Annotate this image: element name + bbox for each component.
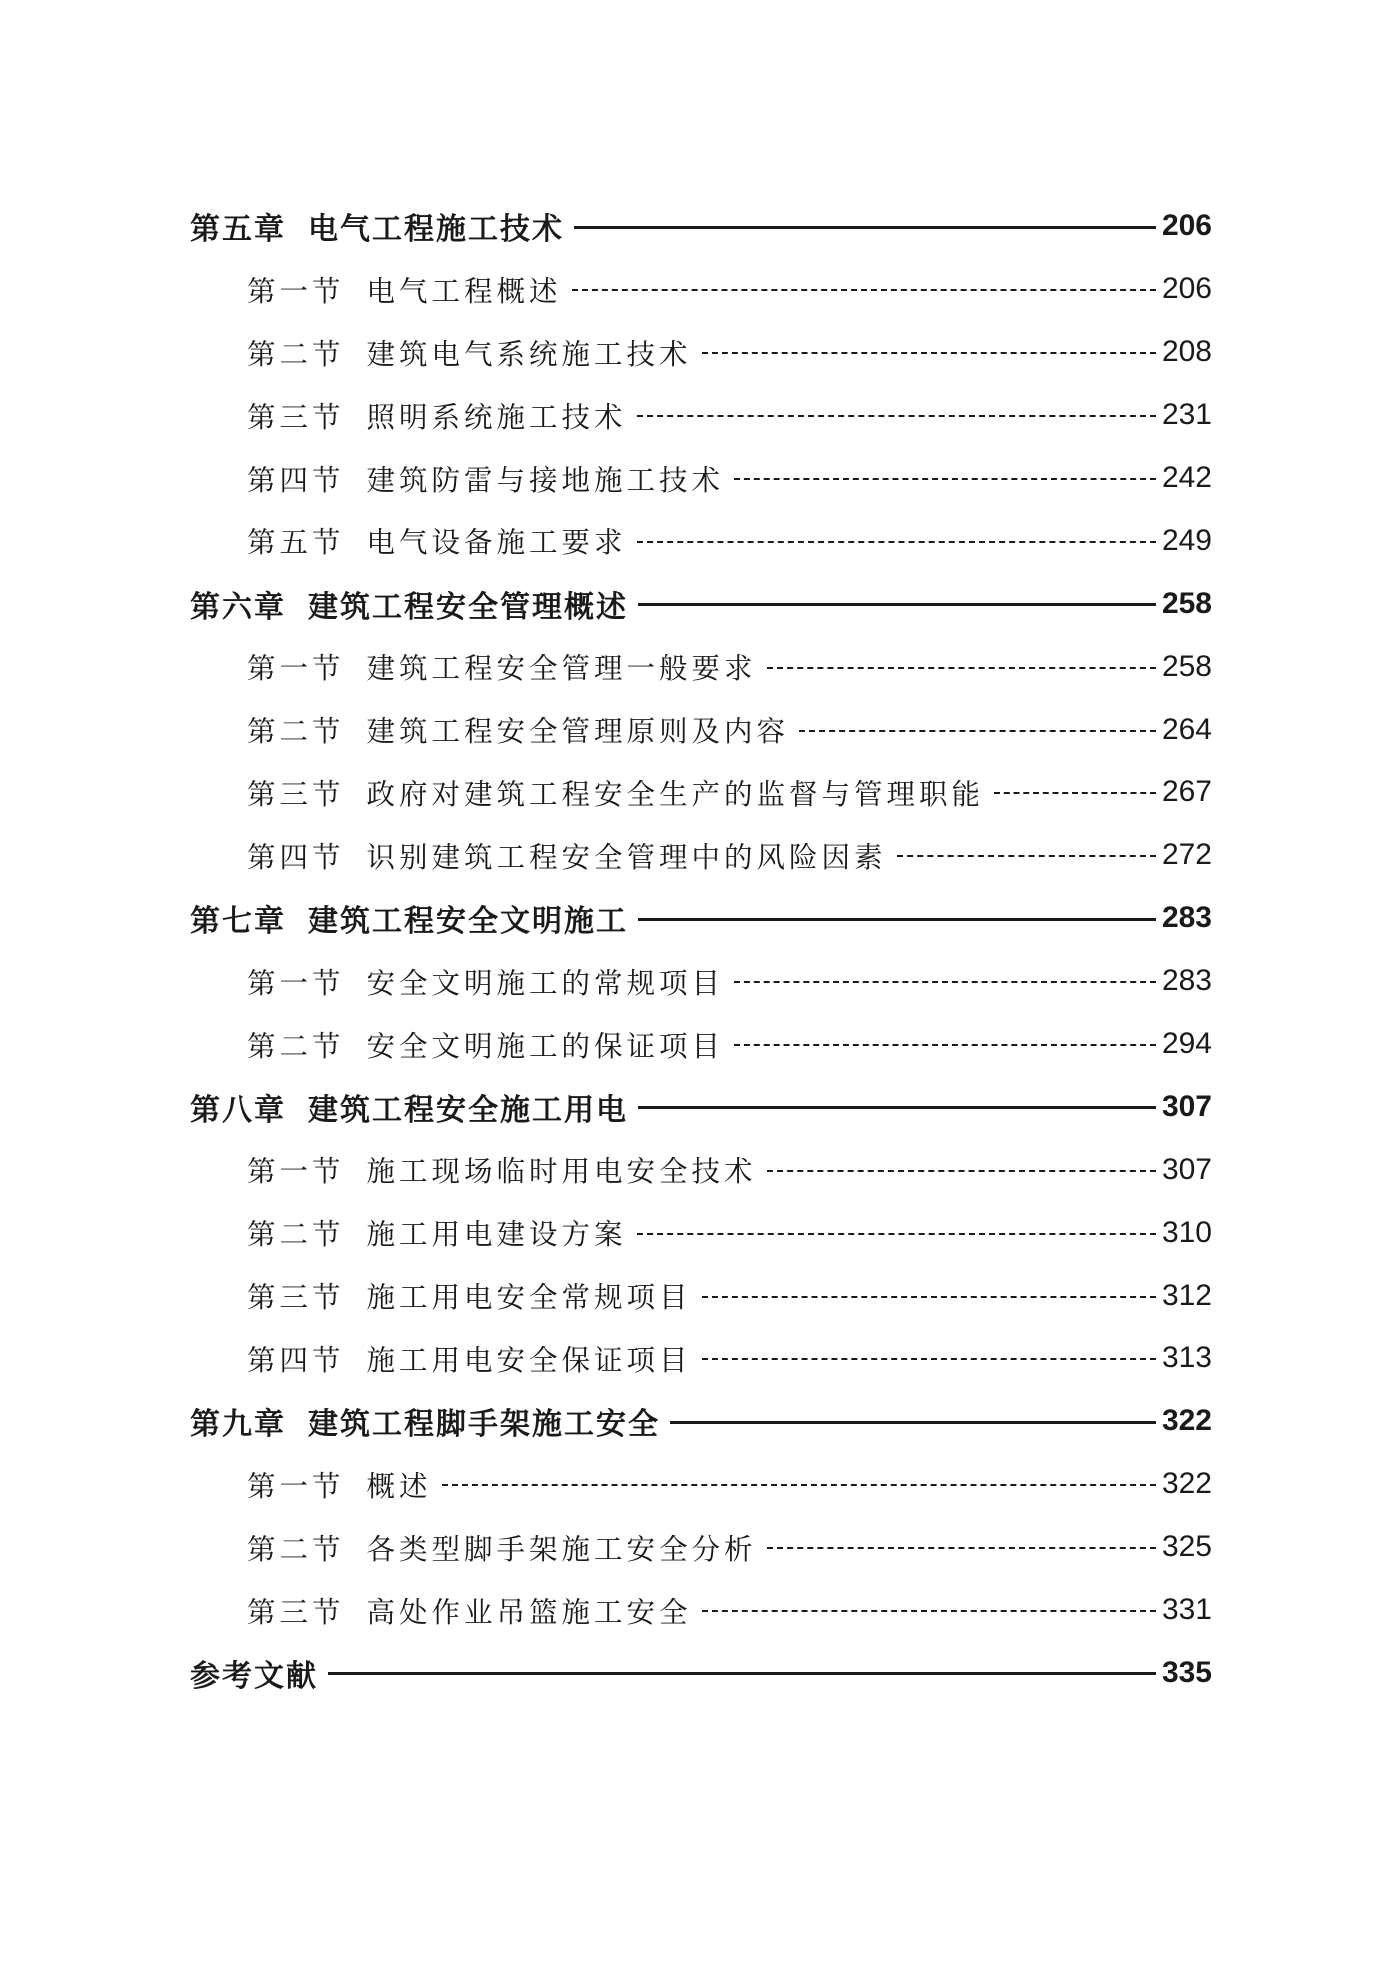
toc-entry-number: 第四节 [247, 1343, 345, 1377]
toc-entry-number: 第五节 [247, 526, 345, 560]
toc-entry-label [190, 1399, 660, 1443]
toc-page-number: 242 [1161, 461, 1212, 494]
toc-entry-label [247, 1590, 692, 1631]
toc-entry-title: 建筑工程安全文明施工 [308, 904, 628, 940]
toc-leader-line [638, 1106, 1156, 1109]
toc-entry-label [247, 458, 724, 499]
toc-page-number: 231 [1161, 398, 1212, 432]
toc-entry-label [247, 332, 692, 373]
toc-leader-line [328, 1672, 1156, 1675]
toc-leader-line [572, 289, 1156, 291]
toc-entry-title: 概述 [366, 1469, 432, 1503]
toc-entry-number: 第五章 [190, 212, 286, 248]
toc-page-number: 267 [1161, 775, 1212, 809]
toc-entry-number: 第三节 [247, 777, 345, 811]
toc-entry-title: 电气工程施工技术 [308, 212, 564, 248]
toc-section-entry[interactable] [190, 258, 1212, 321]
toc-page-number: 208 [1161, 335, 1212, 369]
toc-entry-number: 第四节 [247, 840, 345, 874]
toc-leader-line [574, 226, 1156, 229]
toc-section-entry[interactable] [190, 1453, 1212, 1516]
toc-entry-label [247, 772, 984, 813]
toc-page-number: 272 [1161, 838, 1212, 872]
toc-entry-title: 电气设备施工要求 [366, 526, 627, 560]
toc-section-entry[interactable] [190, 321, 1212, 384]
toc-page-number: 322 [1161, 1404, 1212, 1438]
toc-page-number: 312 [1161, 1278, 1212, 1312]
toc-leader-line [442, 1484, 1156, 1486]
toc-leader-line [767, 1170, 1156, 1172]
toc-section-entry[interactable] [190, 1327, 1212, 1390]
toc-leader-line [702, 352, 1156, 354]
toc-entry-title: 照明系统施工技术 [366, 400, 627, 434]
toc-page-number: 206 [1161, 272, 1212, 306]
toc-entry-label [247, 520, 627, 561]
toc-leader-line [637, 1233, 1156, 1235]
toc-entry-number: 第一节 [247, 652, 345, 686]
toc-leader-line [734, 1044, 1156, 1046]
toc-entry-title: 建筑工程脚手架施工安全 [308, 1407, 660, 1443]
toc-section-entry[interactable] [190, 635, 1212, 698]
toc-section-entry[interactable] [190, 950, 1212, 1013]
toc-leader-line [767, 667, 1156, 669]
toc-section-entry[interactable] [190, 824, 1212, 887]
toc-entry-title: 安全文明施工的保证项目 [366, 1029, 725, 1063]
toc-entry-number: 第七章 [190, 904, 286, 940]
toc-leader-line [702, 1610, 1156, 1612]
toc-page-number: 283 [1161, 901, 1212, 935]
toc-page-number: 322 [1161, 1467, 1212, 1501]
toc-leader-line [994, 792, 1156, 794]
toc-entry-number: 第三节 [247, 400, 345, 434]
toc-page-number: 283 [1161, 964, 1212, 998]
toc-leader-line [702, 1296, 1156, 1298]
toc-entry-label [247, 269, 562, 310]
toc-entry-title: 施工现场临时用电安全技术 [366, 1155, 757, 1189]
toc-entry-label [190, 896, 628, 940]
toc-leader-line [767, 1547, 1156, 1549]
toc-entry-label [190, 204, 564, 248]
toc-entry-number: 第六章 [190, 589, 286, 625]
table-of-contents [190, 195, 1212, 1704]
toc-entry-title: 高处作业吊篮施工安全 [366, 1595, 692, 1629]
toc-entry-label [190, 1085, 628, 1129]
toc-leader-line [637, 415, 1156, 417]
toc-leader-line [637, 541, 1156, 543]
toc-entry-number: 第三节 [247, 1281, 345, 1315]
toc-entry-label [247, 1527, 757, 1568]
toc-entry-title: 建筑工程安全管理原则及内容 [366, 715, 790, 749]
toc-entry-label [247, 1024, 724, 1065]
toc-page-number: 258 [1161, 649, 1212, 683]
toc-page-number: 335 [1161, 1655, 1212, 1689]
toc-leader-line [734, 981, 1156, 983]
toc-entry-number: 第四节 [247, 463, 345, 497]
toc-entry-number: 第八章 [190, 1092, 286, 1128]
toc-entry-number: 第九章 [190, 1407, 286, 1443]
toc-entry-title: 施工用电建设方案 [366, 1218, 627, 1252]
toc-page-number: 313 [1161, 1341, 1212, 1375]
toc-entry-label [247, 395, 627, 436]
toc-entry-number: 第二节 [247, 1218, 345, 1252]
toc-leader-line [897, 855, 1156, 857]
toc-page-number: 307 [1161, 1152, 1212, 1186]
toc-page-number: 264 [1161, 712, 1212, 746]
toc-section-entry[interactable] [190, 384, 1212, 447]
toc-entry-label [247, 1149, 757, 1190]
toc-section-entry[interactable] [190, 1516, 1212, 1579]
toc-chapter-entry[interactable] [190, 887, 1212, 950]
toc-entry-title: 建筑电气系统施工技术 [366, 337, 692, 371]
toc-section-entry[interactable] [190, 1201, 1212, 1264]
toc-section-entry[interactable] [190, 1013, 1212, 1076]
toc-entry-label [247, 709, 789, 750]
toc-page-number: 206 [1161, 209, 1212, 243]
toc-entry-label [247, 646, 757, 687]
toc-entry-title: 识别建筑工程安全管理中的风险因素 [366, 840, 887, 874]
toc-entry-title: 政府对建筑工程安全生产的监督与管理职能 [366, 777, 985, 811]
toc-page-number: 294 [1161, 1027, 1212, 1061]
toc-page-number: 310 [1161, 1215, 1212, 1249]
toc-page-number: 258 [1161, 586, 1212, 620]
toc-entry-title: 施工用电安全常规项目 [366, 1281, 692, 1315]
toc-chapter-entry[interactable] [190, 572, 1212, 635]
toc-entry-label [247, 1464, 432, 1505]
toc-leader-line [734, 478, 1156, 480]
toc-entry-number: 第二节 [247, 1029, 345, 1063]
toc-chapter-entry[interactable] [190, 1641, 1212, 1704]
toc-leader-line [638, 603, 1156, 606]
toc-entry-number: 第一节 [247, 274, 345, 308]
toc-entry-number: 第一节 [247, 966, 345, 1000]
toc-entry-number: 第一节 [247, 1469, 345, 1503]
toc-entry-number: 第二节 [247, 337, 345, 371]
toc-leader-line [702, 1358, 1156, 1360]
toc-entry-title: 建筑防雷与接地施工技术 [366, 463, 725, 497]
toc-chapter-entry[interactable] [190, 195, 1212, 258]
toc-section-entry[interactable] [190, 698, 1212, 761]
toc-leader-line [638, 918, 1156, 921]
toc-entry-number: 第二节 [247, 715, 345, 749]
toc-leader-line [799, 730, 1156, 732]
toc-page-number: 307 [1161, 1089, 1212, 1123]
toc-entry-label [247, 1338, 692, 1379]
toc-entry-title: 电气工程概述 [366, 274, 562, 308]
toc-page-number: 331 [1161, 1593, 1212, 1627]
toc-entry-title: 各类型脚手架施工安全分析 [366, 1532, 757, 1566]
toc-section-entry[interactable] [190, 447, 1212, 510]
toc-entry-label [190, 582, 628, 626]
toc-chapter-entry[interactable] [190, 1390, 1212, 1453]
toc-entry-label [190, 1651, 318, 1695]
toc-entry-number: 第二节 [247, 1532, 345, 1566]
toc-entry-label [247, 1212, 627, 1253]
toc-section-entry[interactable] [190, 1138, 1212, 1201]
toc-entry-title: 安全文明施工的常规项目 [366, 966, 725, 1000]
toc-section-entry[interactable] [190, 1579, 1212, 1642]
toc-page-number: 325 [1161, 1530, 1212, 1564]
toc-entry-number: 第三节 [247, 1595, 345, 1629]
toc-entry-title: 建筑工程安全管理一般要求 [366, 652, 757, 686]
toc-entry-title: 施工用电安全保证项目 [366, 1343, 692, 1377]
toc-section-entry[interactable] [190, 1264, 1212, 1327]
toc-section-entry[interactable] [190, 761, 1212, 824]
toc-leader-line [670, 1421, 1156, 1424]
toc-section-entry[interactable] [190, 509, 1212, 572]
toc-entry-title: 建筑工程安全施工用电 [308, 1092, 628, 1128]
toc-chapter-entry[interactable] [190, 1075, 1212, 1138]
toc-entry-title: 参考文献 [190, 1658, 318, 1694]
toc-entry-title: 建筑工程安全管理概述 [308, 589, 628, 625]
toc-entry-number: 第一节 [247, 1155, 345, 1189]
toc-page-number: 249 [1161, 523, 1212, 557]
toc-entry-label [247, 1275, 692, 1316]
toc-entry-label [247, 835, 887, 876]
toc-entry-label [247, 961, 724, 1002]
